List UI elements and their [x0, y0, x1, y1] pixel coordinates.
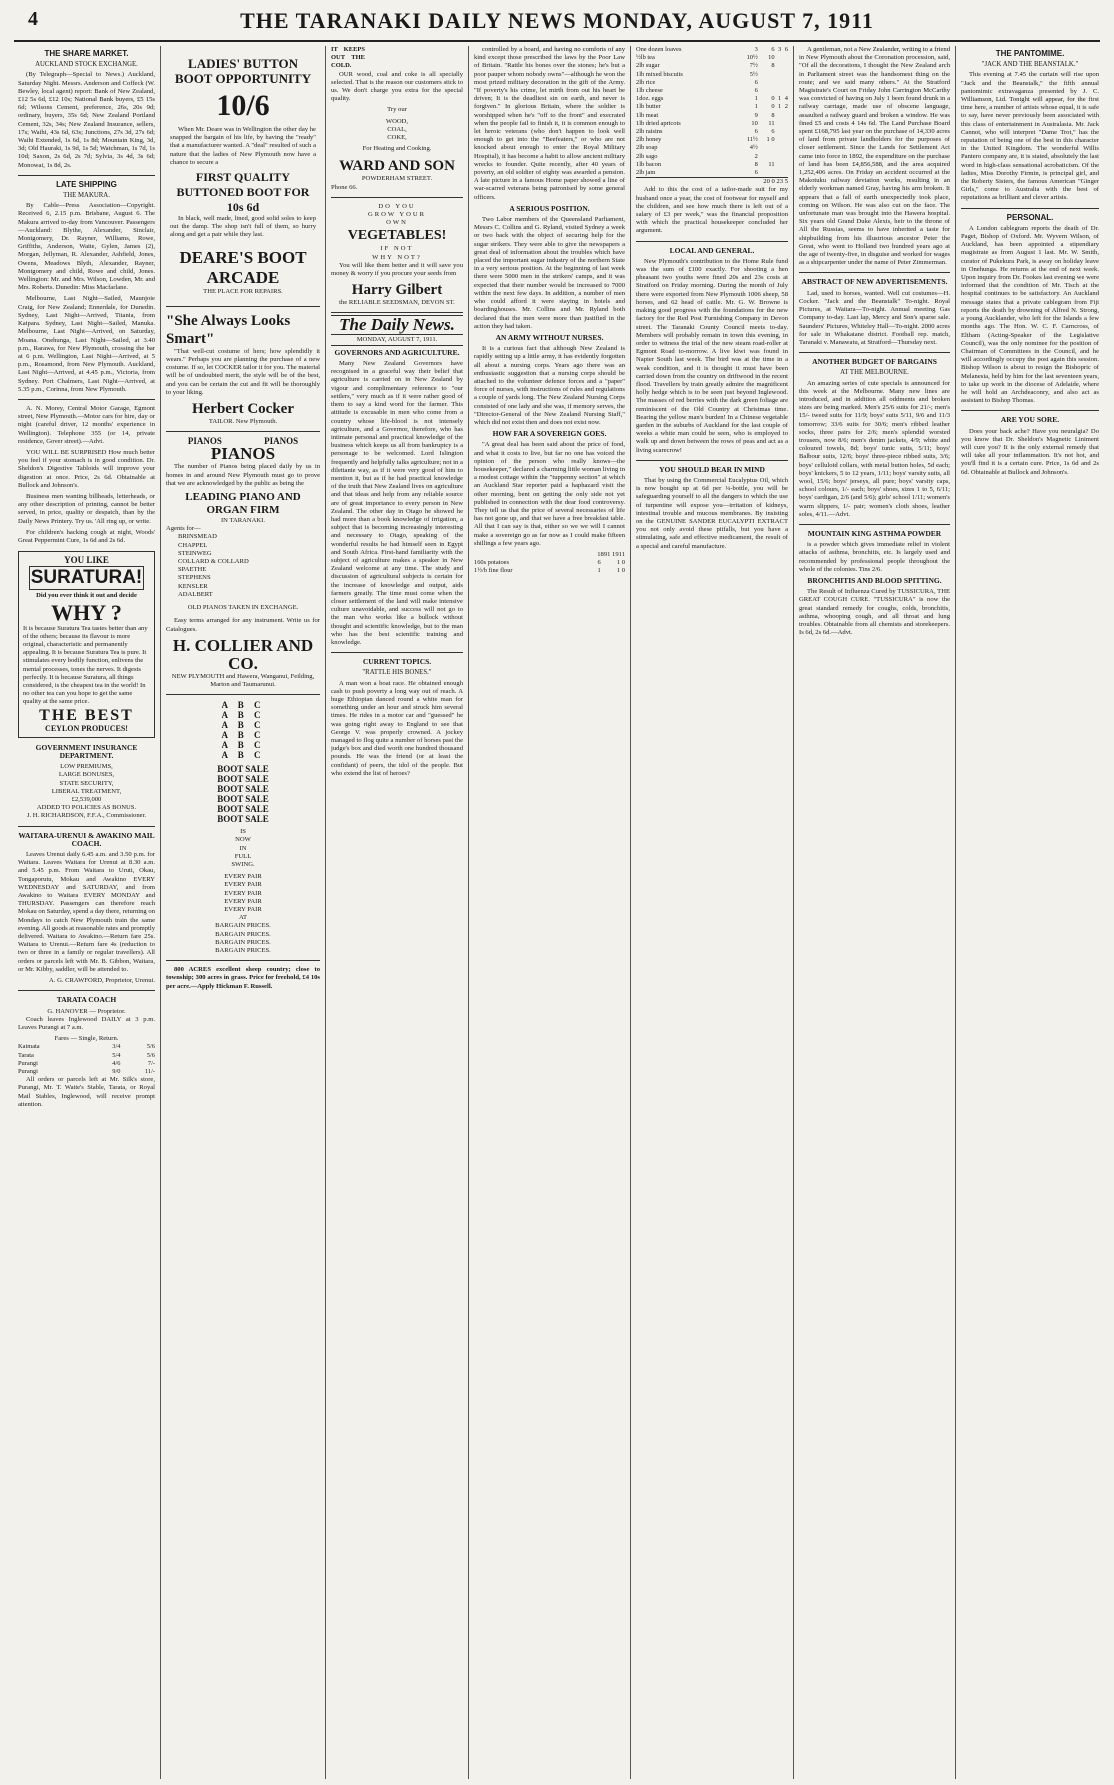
column-rule	[160, 46, 161, 1779]
every-pair-line: EVERY PAIR	[224, 897, 262, 905]
item-price	[758, 87, 775, 95]
item-name: 1doz. eggs	[636, 95, 664, 103]
grow-word: OWN	[386, 219, 408, 227]
agent-item: SPAETHE	[178, 566, 207, 574]
smart-text: "That well-cut costume of hers; how splendidly it wears." Perhaps you are planning the purchase of a new costume. If so, let COCKER tailor it for you. The material will be of undoubted merit, the style will be of the best, and you can be certain the cut and fit will be thoroughly to your liking.	[166, 347, 320, 396]
grow-word: DO YOU	[378, 202, 416, 210]
every-pair-line: EVERY PAIR	[224, 881, 262, 889]
item-name: 1lb cheese	[636, 87, 663, 95]
item-price: 1	[778, 95, 782, 103]
item-name: One dozen loaves	[636, 46, 682, 53]
shop-years: 1891 1911	[597, 550, 625, 558]
fuel-tail: For Heating and Cooking.	[362, 145, 432, 153]
cough-cure-text: For children's hacking cough at night, Woods' Great Peppermint Cure, 1s 6d and 2s 6d.	[18, 528, 155, 544]
asthma-heading: MOUNTAIN KING ASTHMA POWDER	[807, 528, 942, 538]
fuel-item: COAL,	[387, 125, 407, 133]
item-price: 8	[754, 160, 758, 168]
makura-text: By Cable—Press Association—Copyright. Received 6, 2.15 p.m. Brisbane, August 6. The Makura arrived to-day from Vancouver. Passengers—Auckland: Blythe, Alexander, Sinclair, Montgomery, Dr. Rayner, Williams, Rowe, Griffiths, Anderson, Waite, Gylen, James (2), Morgan, Jellyman, R. Alexander, Ashfield, Jones, Owens, Meadows Blyth, Alexander, Rayner, Montgomery and child, Rowe and child, Jones. Wellington: Mr. and Mrs. Wilson, Lowden, Mr. and Mrs. Roberts. Dunedin: Miss Macfarlane.	[18, 202, 155, 292]
column-1	[18, 46, 155, 1779]
item-price: 8	[771, 62, 775, 70]
table-row	[636, 153, 788, 161]
personal-heading: PERSONAL.	[1006, 212, 1054, 222]
table-row	[636, 161, 788, 169]
item-price	[758, 144, 775, 152]
insurance-line: STATE SECURITY,	[59, 779, 114, 787]
leading-heading: LEADING PIANO AND ORGAN FIRM	[185, 491, 301, 517]
item-price	[758, 169, 775, 177]
item-price: 10	[751, 119, 758, 127]
table-row	[636, 103, 788, 111]
local-general-text: New Plymouth's contribution to the Home Rule fund was the sum of £100 exactly. For shooting a hen pheasant two youths were fined 20s and 23s costs at Stratford on Friday morning. During the month of July there were exported from New Plymouth 1006 sheep, 58 horses, and 62 head of cattle. Mr. G. W. Browne is making good progress with the foundations for the new factory for the Red Post Furnishing Company in Devon street. The Taranaki County Council meets to-day. Members will probably remain in town this evening, in order to witness the trial of the new steam road-roller at Egmont Road to-morrow. A live kiwi was found in Napier South last week. The bird was at the time in a weak condition, and it is thought it must have been carried down from the country on driftwood in the recent flood. Travellers by train greatly admire the magnificent holly hedge which is to be seen just beyond Inglewood. The masses of red berries with the dark green foliage are reminiscent of the Old Country at Christmas time. Bearing the yellow man's burden! In a Chinese vegetable garden in the suburbs of Auckland for the last couple of weeks a white man could be seen, who is employed to walk up and down between the rows of peas and act as a living scarecrow!	[636, 257, 788, 454]
item-price: 6	[754, 78, 758, 86]
fuel-item: WOOD,	[385, 117, 409, 125]
insurance-line: ADDED TO POLICIES AS BONUS.	[36, 804, 137, 812]
table-row	[636, 120, 788, 128]
table-row	[636, 136, 788, 144]
table-row: Tarata 5/4 5/6	[18, 1051, 155, 1059]
every-pair-line: EVERY PAIR	[224, 889, 262, 897]
agent-item: CHAPPEL	[178, 541, 208, 549]
agent-item: STEINWEG	[178, 549, 212, 557]
column-4	[474, 46, 625, 1779]
item-price	[758, 71, 775, 79]
abc-line: A B C	[221, 700, 265, 711]
mail-coach-heading: WAITARA-URENUI & AWAKINO MAIL COACH.	[18, 830, 155, 848]
government-insurance-lines	[18, 763, 155, 812]
agent-item: STEPHENS	[178, 574, 211, 582]
do-you-grow	[331, 203, 463, 228]
column-rule	[325, 46, 326, 1779]
item-price: 7½	[749, 62, 758, 70]
price-list-text: Add to this the cost of a tailor-made suit for my husband once a year, the cost of footwear for myself and the children, and see how much there is left out of a salary of £3 per week," was the financial proposition with which the practical housekeeper concluded her argument.	[636, 186, 788, 235]
pianos-heading: PIANOS	[210, 444, 276, 464]
deare-heading: DEARE'S BOOT ARCADE	[179, 247, 307, 287]
column-5	[636, 46, 788, 1779]
item-price: 0	[771, 103, 775, 111]
item-name: 2lb sugar	[636, 62, 660, 70]
if-not-word: IF NOT	[380, 245, 414, 253]
shipping-text: Melbourne, Last Night—Sailed, Maunjoie Craig, for New Zealand; Ennerdale, for Dunedin. Sydney, Last Night—Arrived, Titania, from Kaipara. Sydney, Last Night—Sailed, Manuka. Melbourne, Last Night—Arrived, on Saturday, Moana. Onehunga, Last Night—Sailed, at 3.40 p.m., Rarawa, for New Plymouth, crossing the bar at 6 p.m. Wellington, Last Night—Arrived, at 5 p.m., Rosamond, from New Plymouth. Auckland, Last Night—Arrived, at 4.45 p.m., Victoria, from Sydney. Port Chalmers, Last Night—Arrived, at 5.35 p.m., Corinna, from New Plymouth.	[18, 295, 155, 393]
sovereign-text: "A great deal has been said about the price of food, and what it costs to live, but far no one has voiced the opinion of the person who really knows—the housekeeper," declared a charming little woman living in a modest cottage within the "tuppenny section" at which an Auckland Star reporter paid a haphazard visit the other morning, bent on getting the only side not yet published in connection with the dear food controversy. They tell us that the price of several necessaries of life has not gone up, and that we have a free breakfast table. All that I can say is that, either so we we will I cannot make a sovereign go as far now as I could make fifteen shillings a few years ago.	[474, 441, 625, 547]
agents-heading: Agents for—	[166, 525, 201, 533]
column-6	[799, 46, 950, 1779]
cocker-heading: Herbert Cocker	[191, 401, 295, 418]
table-row	[636, 87, 788, 95]
abc-block	[166, 700, 320, 760]
item-price	[758, 153, 775, 161]
swing-word: IN	[239, 844, 247, 852]
bargain-line: BARGAIN PRICES.	[215, 946, 271, 954]
table-row	[636, 169, 788, 177]
item-name: ½lb tea	[636, 54, 655, 62]
if-not-word: WHY NOT?	[372, 253, 422, 261]
column-rule	[468, 46, 469, 1779]
gilbert-sub: the RELIABLE SEEDSMAN, DEVON ST.	[339, 299, 455, 307]
sale-line: BOOT SALE	[217, 804, 269, 815]
ceylon-heading: CEYLON PRODUCES!	[45, 723, 128, 733]
table-row	[636, 112, 788, 120]
easy-terms: Easy terms arranged for any instrument. Write us for Catalogues.	[166, 617, 320, 633]
abstract-heading: ABSTRACT OF NEW ADVERTISEMENTS.	[801, 277, 948, 287]
item-name: 2lb honey	[636, 136, 662, 144]
are-you-sore-heading: ARE YOU SORE.	[1000, 415, 1060, 425]
column-3	[331, 46, 463, 1779]
old-pianos: OLD PIANOS TAKEN IN EXCHANGE.	[187, 604, 299, 612]
table-row: Purangi 9/0 11/-	[18, 1067, 155, 1075]
insurance-line: £2,539,000	[71, 796, 102, 804]
rattle-text: A man won a boat race. He obtained enough cash to push poverty a long way out of reach. A huge Ethiopian danced round a white man for something under an hour and struck him several times. He rides in a motor car and "guessed" he was going right away to England to see that George V. was properly crowned. A jockey managed to flog quite a number of horses past the judge's box and died worth one hundred thousand pounds. He was the friend (or at least the confidant) of peers, the idol of the people. But who extend the list of heroes?	[331, 679, 463, 777]
item-name: 2lb soap	[636, 144, 658, 152]
local-general-heading: LOCAL AND GENERAL.	[669, 245, 755, 255]
swing-word: FULL	[234, 852, 252, 860]
suratura-reasons: It is because Suratura Tea tastes better than any of the others; because its flavour is more original, characteristic and permanently appealing. It is because Suratura Tea is pure. It stimulates every bodily function, enlivens the mental processes, tones the nerves. It digests perfectly. It is because Suratura, all things considered, is the cheapest tea in the world! In no other tea can you hope to get the same quality at the same price.	[23, 624, 148, 706]
bronchitis-text: The Result of Influenza Cured by TUSSICURA, THE GREAT COUGH CURE. "TUSSICURA" is now the great standard remedy for coughs, colds, bronchitis, asthma, whooping cough, and all throat and lung troubles. Obtainable from all chemists and storekeepers. Is 6d, 2s 6d.—Advt.	[799, 588, 950, 637]
item-price: 1	[778, 103, 782, 111]
table-row	[636, 62, 788, 70]
price-list	[636, 46, 788, 177]
pantomime-sub: "JACK AND THE BEANSTALK."	[981, 61, 1079, 69]
table-row: Purangi 4/6 7/-	[18, 1059, 155, 1067]
suratura-brand: SURATURA!	[30, 567, 143, 589]
abc-line: A B C	[221, 730, 265, 741]
suratura-ad	[18, 551, 155, 738]
table-row: 160s potatoes 6 1 0	[474, 559, 625, 567]
why-heading: WHY ?	[51, 599, 122, 625]
if-not	[331, 245, 463, 261]
table-row	[636, 71, 788, 79]
item-price: 8	[771, 111, 775, 119]
price-total: 20 0 23 5	[636, 177, 788, 186]
try-our: Try our	[387, 106, 407, 114]
item-price: 6	[784, 46, 788, 53]
agent-item: BRINSMEAD	[178, 533, 217, 541]
item-price: 6	[754, 87, 758, 95]
fuel-item: COKE,	[387, 134, 407, 142]
bear-in-mind-heading: YOU SHOULD BEAR IN MIND	[659, 464, 765, 474]
vegetables-heading: VEGETABLES!	[347, 228, 447, 244]
item-price: 11	[768, 119, 775, 127]
item-price: 11	[768, 160, 775, 168]
item-price: 2	[784, 103, 788, 111]
item-name: 2lb sago	[636, 152, 658, 160]
paper-title: The Daily News.	[339, 315, 455, 335]
melbourne-sub: AT THE MELBOURNE.	[840, 369, 909, 377]
item-price: 1	[754, 103, 758, 111]
rattle-subheading: "RATTLE HIS BONES."	[362, 669, 432, 677]
column-rule	[793, 46, 794, 1779]
item-price: 2	[754, 152, 758, 160]
are-you-sore-text: Does your back ache? Have you neuralgia? Do you know that Dr. Sheldon's Magnetic Liniment will cure you? It is the only external remedy that will take all your inflammation. It's not hot, and you'll find it is a certain cure. Price, 1s 6d and 2s 6d. Obtainable at Bullock and Johnson's.	[961, 427, 1099, 476]
tarata-text: Coach leaves Inglewood DAILY at 3 p.m. Leaves Purangi at 7 a.m.	[18, 1015, 155, 1031]
item-price: 9	[754, 111, 758, 119]
sale-line: BOOT SALE	[217, 774, 269, 785]
item-price: 4½	[749, 144, 758, 152]
mail-coach-signature: A. G. CRAWFORD, Proprietor, Urenui.	[49, 977, 155, 985]
now-in-swing	[166, 828, 320, 869]
agent-item: KENSLER	[178, 582, 208, 590]
abc-line: A B C	[221, 720, 265, 731]
army-text: It is a curious fact that although New Zealand is rapidly setting up a little army, it has evidently forgotten all about a nursing corps. Years ago there was an enthusiastic suggestion that a nursing corps should be attached to the volunteer defence forces and a "paper" force of nurses, with instructions of rules and regulations a couple of yards long. The New Zealand Nursing Corps consisted of one lady and she was, if memory serves, the "Director-General of the New Zealand Nursing Staff," which did not exist then and does not exist now.	[474, 345, 625, 426]
suratura-question: Did you ever think it out and decide	[36, 592, 137, 600]
table-row	[636, 46, 788, 54]
best-heading: THE BEST	[39, 706, 134, 724]
share-market-text: (By Telegraph—Special to News.) Auckland, Saturday Night. Messrs. Anderson and Coffeck (W. Bewley, local agent) report: Bank of New Zealand, £12 5s 6d, £12 10s; National Bank buyers, £5 15s 6d; Wilsons Cement, preference, 26s, 20s 9d; ordinary, buyers, 35s 6d; New Zealand Portland Cement, 32s, 34s; New Zealand Insurance, sellers, 17s; Waihi, 43s 6d, 63s; Junctions, 27s 3d, 27s 6d; Waihi Extended, 1s 6d, 1s 8d; Mountain King, 3d, 3d; Old Hauraki, 1s 9d, 1s 5d; Watchman, 1s 7d, 1s 10d; Saxon, 2s 6d, 2s 7d; Sylvia, 3s 4d, 3s 6d; Monowai, 1s 8d, 2s.	[18, 71, 155, 169]
pantomime-heading: THE PANTOMIME.	[995, 49, 1065, 58]
governors-heading: GOVERNORS AND AGRICULTURE.	[334, 347, 460, 357]
item-price: 6	[754, 169, 758, 177]
item-name: 1lb bacon	[636, 160, 662, 168]
digestive-text: YOU WILL BE SURPRISED How much better you feel if your stomach is in good condition. Dr. Sheldon's Digestive Tabloids will improve your digestion at once. Price, 2s 6d. Obtainable at Bullock and Johnson's.	[18, 448, 155, 489]
gilbert-heading: Harry Gilbert	[351, 282, 443, 299]
wood-text: OUR wood, coal and coke is all specially selected. That is the reason our customers stick to us. We don't charge you extra for the special quality.	[331, 70, 463, 103]
page-number: 4	[28, 8, 38, 30]
first-quality-text: In black, well made, lined, good solid soles to keep out the damp. The shop isn't full of them, so hurry along and get a pair while they last.	[170, 215, 316, 239]
vegetables-text: You will like them better and it will save you money & worry if you procure your seeds from	[331, 261, 463, 278]
abc-line: A B C	[221, 750, 265, 761]
current-topics-heading: CURRENT TOPICS.	[362, 657, 432, 667]
sale-line: BOOT SALE	[217, 784, 269, 795]
table-row	[636, 95, 788, 103]
insurance-line: LARGE BONUSES,	[58, 771, 115, 779]
item-name: 1lb butter	[636, 103, 661, 111]
ward-heading: WARD AND SON	[339, 158, 455, 175]
army-heading: AN ARMY WITHOUT NURSES.	[495, 332, 604, 342]
sovereign-heading: HOW FAR A SOVEREIGN GOES.	[492, 429, 607, 439]
item-name: 1lb meat	[636, 111, 659, 119]
item-price: 6	[771, 46, 775, 53]
ladies-heading: LADIES' BUTTON BOOT OPPORTUNITY	[174, 56, 312, 86]
item-price: 3	[778, 46, 782, 53]
tarata-proprietor: G. HANOVER — Proprietor.	[47, 1007, 126, 1015]
fuel-list	[331, 118, 463, 143]
bargain-line: BARGAIN PRICES.	[215, 930, 271, 938]
item-name: 2lb raisins	[636, 128, 663, 136]
printing-text: Business men wanting billheads, letterheads, or any other description of printing, cannot be better served, in price, quality or despatch, than by the Daily News Printery. Try us. 'All ring up, or write.	[18, 492, 155, 525]
table-row	[636, 144, 788, 152]
item-name: 2lb jam	[636, 169, 656, 177]
item-price: 5½	[749, 70, 758, 78]
cocker-sub: TAILOR. New Plymouth.	[208, 418, 278, 426]
swing-word: NOW	[235, 836, 251, 844]
every-pair-block	[166, 873, 320, 955]
fares-table	[18, 1043, 155, 1076]
every-pair-line: EVERY PAIR	[224, 905, 262, 913]
newspaper-title: THE TARANAKI DAILY NEWS MONDAY, AUGUST 7, 1911	[240, 8, 874, 33]
every-pair-line: EVERY PAIR	[224, 873, 262, 881]
shop-table	[474, 559, 625, 575]
item-price: 6	[754, 128, 758, 136]
abstract-text: Lad, used to horses, wanted. Well cut costumes—H. Cocker. "Jack and the Beanstalk" To-night. Royal Pictures, at Waitara—To-night. Annual meeting Gas Company to-day. Last lap, Mercy and Son's sparse sale. Saunders' Pictures, Whiteley Hall—To-night. 2000 acres for sale in Whakatane district. Football rep. match, Taranaki v. Manawatu, at Stratford—Thursday next.	[799, 289, 950, 346]
tarata-coach-heading: TARATA COACH	[56, 995, 117, 1005]
masthead	[14, 6, 1100, 42]
table-row	[636, 79, 788, 87]
sale-line: BOOT SALE	[217, 814, 269, 825]
swing-word: SWING.	[231, 860, 255, 868]
tarata-tail: All orders or parcels left at Mr. Silk's store, Purangi, Mr. T. Waite's Stable, Tarata, or Royal Mail Stables, Inglewood, will receive prompt attention.	[18, 1076, 155, 1108]
item-price: 4	[784, 95, 788, 103]
boot-sale-block	[166, 764, 320, 824]
item-price: 1	[754, 95, 758, 103]
acres-text: 800 ACRES excellent sheep country; close to township; 300 acres in grass. Price for freehold, £4 10s per acre.—Apply Hickman F. Russell.	[166, 966, 320, 990]
table-row	[636, 54, 788, 62]
collier-heading: H. COLLIER AND CO.	[172, 635, 314, 673]
column-2	[166, 46, 320, 1779]
bargain-line: BARGAIN PRICES.	[215, 922, 271, 930]
personal-text: A London cablegram reports the death of Dr. Paget, Bishop of Oxford. Mr. Wyvern Wilson, of Auckland, has been appointed a stipendiary magistrate as from August 1 last. Mr. W. Smith, curator of Pukekura Park, is away on holiday leave in Onehunga. He returns at the end of next week. Upon inquiry from Dr. Fookes last evening we were informed that the condition of Mr. Tisch at the hospital continues to be satisfactory. An Auckland message states that a private cablegram from Fiji reports the death by drowning of Alfred N. Strong, a young Aucklander, who left for the Islands a few months ago. The Hon. W. C. F. Carncross, of Eltham (Acting-Speaker of the Legislative Council), was the only nominee for the position of Chairman of Committees in the Council, and he will accordingly occupy the post again this session. Bishop Wilson is about to resign the Bishopric of Melanesia, held by him for the last seventeen years, to take up work in the diocese of Adelaide, where he will hold an Archdeaconry, and also act as assistant to Bishop Thomas.	[961, 224, 1099, 405]
governors-text: Many New Zealand Governors have recognised in a graceful way their belief that agriculture is carried on in New Zealand by vigour and complimentary reference to "our settlers," very much as if it were rather good of them to say a kind word for the farmer. This attitude is excusable in men who come from a country whose life-blood is not intensely agriculture, and a Governor, therefore, who has intimate personal and practical knowledge of the business which keeps us all from bankruptcy is a personage to be welcomed. Lord Islington frequently and helpfully talks agriculture; not in a dilettante way, as if it were very good of him to mention it, but as if he had practical knowledge of the truth that New Zealand lives on agriculture and that ideas and help from any reliable source are of great importance to every person in New Zealand. The other day in Otago he showed he had more than a book knowledge of irrigation, a subject that is becoming increasingly interesting and necessary to Otago, speaking of the wonderful results he had himself seen in Egypt and South Africa. First-hand familiarity with the subject of agriculture makes a speaker in New Zealand welcome at any time. The study and discussion of agricultural subjects is certain for the increase of knowledge and output, aids farmers greatly. The time must come when the closer settlement of the land will make intensive culture unavoidable, and success will not go to the man who works like a bullock without thought and scientific knowledge, but to the man who has the best scientific training and knowledge.	[331, 360, 463, 646]
item-price: 11½	[746, 136, 758, 144]
column-rule	[955, 46, 956, 1779]
agents-list	[166, 533, 320, 599]
bargain-line: BARGAIN PRICES.	[215, 938, 271, 946]
bear-in-mind-text: That by using the Commercial Eucalyptus Oil, which is now bought up at 6d per ¼-bottle, you will be safeguarding yourself to all the dangers to which the use of turpentine will expose you—irritation of kidneys, intestinal trouble and mucous membranes. By insisting on the GENUINE SANDER EUCALYPTI EXTRACT you not only avoid these pitfalls, but you have a stimulating, safe and effective medicament, the result of a special and careful manufacture.	[636, 476, 788, 550]
stock-exchange-subheading: AUCKLAND STOCK EXCHANGE.	[35, 61, 138, 69]
in-taranaki: IN TARANAKI.	[220, 517, 266, 525]
date-line: MONDAY, AUGUST 7, 1911.	[331, 334, 463, 346]
budget-heading: ANOTHER BUDGET OF BARGAINS	[812, 357, 937, 367]
item-price: 6	[771, 128, 775, 136]
item-price: 0	[771, 95, 775, 103]
insurance-line: LIBERAL TREATMENT,	[51, 787, 122, 795]
share-market-heading: THE SHARE MARKET.	[44, 49, 129, 58]
budget-text: An amazing series of cute specials is announced for this week at the Melbourne. Many new lines are introduced, and in addition all oddments and broken sizes are being marked. Men's 25/6 suits for 21/-; men's 15/- tweed suits for 11/9; boys' suits 5/11, 9/6 and 11/3 tomorrow; 33/6 suits for 30/6; men's ribbed leather socks, three pairs for 2/6; men's splendid worsted trousers, now 8/6; men's denim jackets, 4/9; white and coloured towels, 8d; boys' tunic suits, 5/11; boys' Balbour suits, 12/6; boys' three-piece ribbed suits, 3/6; boys' celluloid collars, with metal button holes, 5d each; boys' knickers, 5 to 12 years, 1/11; boys' varsity suits, all wool, 15/6; boys' jerseys, all pure; boys' varsity caps, school colours, 1/- each; boys' shoes, sizes 1 to 5, 6/11; boys' cardigan, 2/6 (and 5/6); girls' school 1/11; women's warm slippers, 1/- pair; women's cloth shoes, leather soles, 4/11.—Advt.	[799, 379, 950, 518]
grow-word: GROW YOUR	[367, 211, 427, 219]
pantomime-text: This evening at 7.45 the curtain will rise upon "Jack and the Beanstalk," the fifth annual pantomimic extravaganza presented by J. C. Williamson, Ltd. Tonight will appear, for the first time here, a number of artists whose equal, it is safe to say, have never previously been associated with this class of entertainment in Australasia. Mr. Jack Cannot, who will interpret "Dame Trot," has the reputation of being one of the best in this character in the United Kingdom. The wonderful Willis Pantero company are, it is stated, absolutely the last word in high-class sensational acrobaticism. Of the ladies, Miss Dorothy Firmin, is principal girl, and the Roberty Sisters, the famous American "Ginger Girls," come to Australia with the best of reputations as brilliant and clever artists.	[961, 71, 1099, 202]
ladies-text: When Mr. Deare was in Wellington the other day he snapped the bargain of his life, by having the "ready" that a manufacturer wanted. A "deal" resulted of such a nature that the ladies of New Plymouth now have a chance to secure a	[170, 126, 316, 166]
first-quality-heading: FIRST QUALITY BUTTONED BOOT FOR 10s 6d	[176, 170, 310, 215]
makura-subheading: THE MAKURA.	[63, 192, 110, 200]
deare-sub: THE PLACE FOR REPAIRS.	[203, 287, 283, 295]
phone-line: Phone 66.	[331, 183, 358, 191]
asthma-text: is a powder which gives immediate relief in violent attacks of asthma, bronchitis, etc. Is largely used and recommended by professional people throughout the whole of the colonies. Tins 2/6.	[799, 541, 950, 573]
motor-garage-text: A. N. Morey, Central Motor Garage, Egmont street, New Plymouth.—Motor cars for hire, day or night (careful driver, 12 months' experience in Wellington). Telephone 355 (or 14, private residence, Gover street).—Advt.	[18, 404, 155, 445]
keeps-out-cold: IT KEEPS OUT THE COLD.	[331, 46, 365, 70]
collier-sub: NEW PLYMOUTH and Hawera, Wanganui, Feilding, Marton and Taumarunui.	[171, 672, 315, 688]
item-price	[758, 79, 775, 87]
serious-text: Two Labor members of the Queensland Parliament, Messrs C. Collins and G. Ryland, visited Sydney a week or two back with the object of securing help for the sugar strikers. They were able to give the newspapers a great deal of information about the troubles which have placed the important sugar industry of the northern State in a very serious position. At the beginning of last week there were 5000 men in the strikers' camps, and it was expected that their number would be increased to 7000 within the next few days. In addition, a number of men who could afford it were staying in hotels and boardinghouses. Mr. Collins and Mr. Ryland both declared that the men were more than justified in the action they had taken.	[474, 216, 625, 330]
smart-heading: "She Always Looks Smart"	[166, 312, 291, 347]
table-row	[636, 128, 788, 136]
continued-text: controlled by a board, and having no comforts of any kind except those prescribed the laws by the Poor Law of Britain. "Rattle his bones over the stones; he's but a poor pauper whom nobody owns"—although he won the most prized military decoration in the gift of the Army. "If poverty's his crime, let mirth from out his heart be driven; It is the deadliest sin on earth, and never is forgiven." In glorious Britain, where the soldier is worshipped when he's "off to the front" and execrated when the people fail to finish it, it is common enough to let heroic veterans (who don't happen to look well enough to get into the "Beefeaters," or who are not knocked about enough to enter the Royal Military Hospital), it has become a habit to allow ancient military wrecks to founder. Quite recently, after 40 years of poverty, an old soldier of eighty was awarded a pension. A late picture in a famous Home paper showed a line of war-scarred veterans being patronised by some general officers.	[474, 46, 625, 201]
ladies-boot-ad	[166, 52, 320, 300]
item-price: 10	[768, 54, 775, 62]
item-name: 1lb mixed biscuits	[636, 70, 683, 78]
sale-line: BOOT SALE	[217, 764, 269, 775]
column-rule	[630, 46, 631, 1779]
insurance-signature: J. H. RICHARDSON, F.F.A., Commissioner.	[26, 812, 147, 820]
item-name: 1lb dried apricots	[636, 119, 681, 127]
at-word: AT	[238, 914, 248, 922]
column-7	[961, 46, 1099, 1779]
sale-line: BOOT SALE	[217, 794, 269, 805]
serious-heading: A SERIOUS POSITION.	[509, 203, 590, 213]
item-price: 3	[754, 46, 758, 53]
agent-item: COLLARD & COLLARD	[178, 558, 249, 566]
item-price: 10½	[746, 54, 758, 62]
item-price: 1 0	[766, 136, 775, 144]
table-row: 1½/b fine flour 1 1 0	[474, 567, 625, 575]
government-insurance-heading: GOVERNMENT INSURANCE DEPARTMENT.	[35, 742, 138, 761]
mail-coach-text: Leaves Urenui daily 6.45 a.m. and 3.50 p.m. for Waitara. Leaves Waitara for Urenui at 8.30 a.m. and 5.45 p.m. From Waitara to Uruti, Okau, Tongaporutu, Mokau and Awakino EVERY WEDNESDAY and SATURDAY, and from Awakino to Waitara EVERY MONDAY and THURSDAY. Passengers can therefore reach Mokau on Saturday, spend a day there, returning on Mondays to catch New Plymouth train the same evening. All goods at reasonable rates and promptly delivered. Waitara to Awakino.—Return fare 25s. Waitara to Urenui.—Return fare 4s (reduction to two or three in a family or regular travellers). All orders or parcels left with Mr. B. Gibbon, Waitara, or Mr. Kibby, saddler, will be attended to.	[18, 851, 155, 973]
ward-sub: POWDERHAM STREET.	[361, 175, 433, 183]
late-shipping-heading: LATE SHIPPING	[56, 179, 117, 189]
pianos-text: The number of Pianos being placed daily by us in homes in and around New Plymouth must go to prove that we are acknowledged by the public as being the	[166, 463, 320, 487]
item-name: 2lb rice	[636, 78, 656, 86]
fares-heading: Fares — Single, Return.	[54, 1035, 119, 1043]
table-row: Kaimata 3/4 5/6	[18, 1043, 155, 1051]
pianos-top: PIANOS PIANOS	[187, 436, 299, 447]
abc-line: A B C	[221, 710, 265, 721]
bronchitis-heading: BRONCHITIS AND BLOOD SPITTING.	[807, 575, 942, 585]
column6-text: A gentleman, not a New Zealander, writing to a friend in New Plymouth about the Coronation procession, said, "Of all the decorations, I thought the New Zealand arch in Parliament street was the handsomest thing on the route; and we said many others." At the Stratford Magistrate's Court on Friday John Carrington McCarthy was convicted of having on July 1 been found drunk in a railway carriage, made use of obscene language, assaulted a railway guard and broken a window. He was fined £5 and costs 4 14s 6d. The Land Purchase Board spent £168,795 last year on the purchase of 14,330 acres of land from private landholders for the purposes of closer settlement. Since the Lands for Settlement Act came into force in 1892, the expenditure on the purchase of land has been £4,856,588, and the area acquired 1,252,406 acres. On Friday an accident occurred at the Makotuku railway deviation works, resulting in an elderly workman named Gray, having his arm broken. It appears that a fall of earth unexpectedly took place, coming on Wilson. He was also cut on the face. The unfortunate man was brought into the Hawera hospital. Six years old Grand Duke Alexis, heir to the throne of All the Russias, seems to have inherited a taste for shipbuilding from his illustrious ancestor Peter the Great, who went to Holland two hundred years ago at the age of twenty-five, in disguise and worked for wages as a shipcarpenter under the name of Peter Zimmerman.	[799, 46, 950, 267]
abc-line: A B C	[221, 740, 265, 751]
swing-word: IS	[240, 828, 246, 836]
suratura-top: YOU LIKE	[64, 555, 109, 566]
price-heading: 10/6	[216, 89, 270, 122]
insurance-line: LOW PREMIUMS,	[60, 763, 113, 771]
agent-item: ADALBERT	[178, 590, 213, 598]
